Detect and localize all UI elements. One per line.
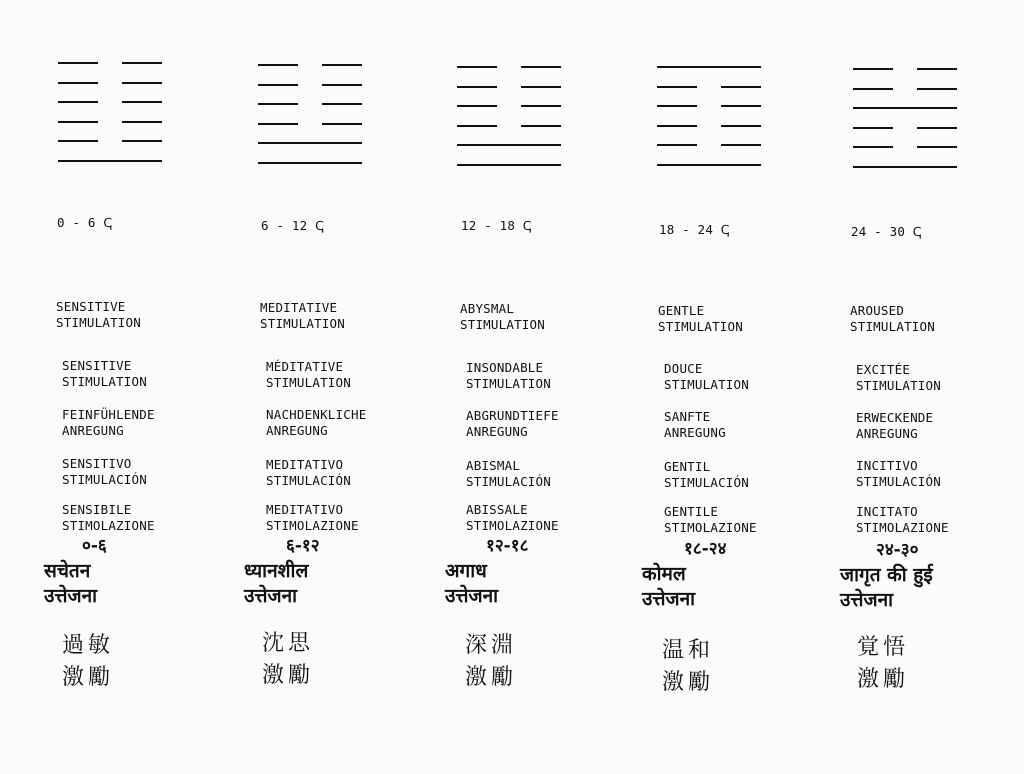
broken-line: [258, 84, 362, 86]
line-segment: [721, 105, 761, 107]
solid-line: [657, 66, 761, 68]
german-label: ABGRUNDTIEFE ANREGUNG: [466, 408, 559, 439]
japanese-label: 沈思 激勵: [262, 631, 315, 688]
german-label: SANFTE ANREGUNG: [664, 409, 726, 440]
solid-line: [657, 164, 761, 166]
hindi-age-range: १८-२४: [684, 539, 727, 559]
line-segment: [521, 125, 561, 127]
line-segment: [322, 64, 362, 66]
hindi-label: जागृत की हुई उत्तेजना: [840, 564, 933, 611]
line-segment: [457, 164, 561, 166]
spanish-label: MEDITATIVO STIMULACIÓN: [266, 457, 351, 488]
broken-line: [657, 125, 761, 127]
italian-label: ABISSALE STIMOLAZIONE: [466, 502, 559, 533]
french-label: SENSITIVE STIMULATION: [62, 358, 147, 389]
broken-line: [457, 86, 561, 88]
solid-line: [457, 144, 561, 146]
french-label: EXCITÉE STIMULATION: [856, 362, 941, 393]
line-segment: [657, 164, 761, 166]
italian-label: SENSIBILE STIMOLAZIONE: [62, 502, 155, 533]
line-segment: [457, 86, 497, 88]
line-segment: [258, 142, 362, 144]
japanese-label: 深淵 激勵: [465, 633, 518, 690]
line-segment: [853, 88, 893, 90]
line-segment: [917, 146, 957, 148]
line-segment: [917, 127, 957, 129]
hexagram: [853, 68, 957, 168]
age-range: 24 - 30 ↅ: [851, 224, 922, 239]
hindi-age-range: १२-१८: [486, 536, 529, 556]
line-segment: [721, 125, 761, 127]
hexagram: [258, 64, 362, 164]
broken-line: [853, 146, 957, 148]
broken-line: [258, 64, 362, 66]
spanish-label: GENTIL STIMULACIÓN: [664, 459, 749, 490]
line-segment: [657, 105, 697, 107]
line-segment: [258, 162, 362, 164]
french-label: INSONDABLE STIMULATION: [466, 360, 551, 391]
broken-line: [657, 86, 761, 88]
broken-line: [457, 125, 561, 127]
broken-line: [853, 127, 957, 129]
french-label: MÉDITATIVE STIMULATION: [266, 359, 351, 390]
broken-line: [258, 103, 362, 105]
hexagram: [457, 66, 561, 166]
line-segment: [258, 123, 298, 125]
italian-label: GENTILE STIMOLAZIONE: [664, 504, 757, 535]
german-label: NACHDENKLICHE ANREGUNG: [266, 407, 367, 438]
line-segment: [521, 86, 561, 88]
line-segment: [258, 103, 298, 105]
solid-line: [258, 142, 362, 144]
line-segment: [917, 68, 957, 70]
line-segment: [853, 127, 893, 129]
broken-line: [258, 123, 362, 125]
english-label: SENSITIVE STIMULATION: [56, 299, 141, 330]
line-segment: [258, 84, 298, 86]
solid-line: [853, 107, 957, 109]
line-segment: [917, 88, 957, 90]
line-segment: [322, 123, 362, 125]
broken-line: [457, 105, 561, 107]
german-label: FEINFÜHLENDE ANREGUNG: [62, 407, 155, 438]
italian-label: INCITATO STIMOLAZIONE: [856, 504, 949, 535]
spanish-label: ABISMAL STIMULACIÓN: [466, 458, 551, 489]
line-segment: [521, 105, 561, 107]
line-segment: [322, 103, 362, 105]
broken-line: [853, 68, 957, 70]
line-segment: [521, 66, 561, 68]
hindi-label: अगाध उत्तेजना: [445, 560, 499, 607]
line-segment: [322, 84, 362, 86]
english-label: ABYSMAL STIMULATION: [460, 301, 545, 332]
english-label: GENTLE STIMULATION: [658, 303, 743, 334]
hexagram: [657, 66, 761, 166]
hindi-label: कोमल उत्तेजना: [642, 563, 696, 610]
hindi-age-range: ६-१२: [286, 536, 320, 556]
japanese-label: 温和 激勵: [662, 638, 715, 695]
hindi-age-range: २४-३०: [876, 540, 919, 560]
broken-line: [657, 105, 761, 107]
english-label: AROUSED STIMULATION: [850, 303, 935, 334]
line-segment: [657, 66, 761, 68]
line-segment: [853, 107, 957, 109]
broken-line: [457, 66, 561, 68]
line-segment: [721, 144, 761, 146]
age-range: 0 - 6 ↅ: [57, 215, 113, 230]
age-range: 18 - 24 ↅ: [659, 222, 730, 237]
japanese-label: 覚悟 激勵: [857, 635, 910, 692]
english-label: MEDITATIVE STIMULATION: [260, 300, 345, 331]
solid-line: [457, 164, 561, 166]
hindi-label: ध्यानशील उत्तेजना: [244, 560, 309, 607]
line-segment: [853, 166, 957, 168]
broken-line: [853, 88, 957, 90]
solid-line: [853, 166, 957, 168]
solid-line: [258, 162, 362, 164]
line-segment: [457, 125, 497, 127]
line-segment: [657, 144, 697, 146]
german-label: ERWECKENDE ANREGUNG: [856, 410, 934, 441]
line-segment: [657, 86, 697, 88]
line-segment: [457, 144, 561, 146]
italian-label: MEDITATIVO STIMOLAZIONE: [266, 502, 359, 533]
spanish-label: INCITIVO STIMULACIÓN: [856, 458, 941, 489]
line-segment: [258, 64, 298, 66]
line-segment: [657, 125, 697, 127]
line-segment: [457, 105, 497, 107]
french-label: DOUCE STIMULATION: [664, 361, 749, 392]
line-segment: [721, 86, 761, 88]
line-segment: [853, 68, 893, 70]
broken-line: [657, 144, 761, 146]
hindi-label: सचेतन उत्तेजना: [44, 560, 98, 607]
age-range: 12 - 18 ↅ: [461, 218, 532, 233]
line-segment: [457, 66, 497, 68]
spanish-label: SENSITIVO STIMULACIÓN: [62, 456, 147, 487]
line-segment: [853, 146, 893, 148]
age-range: 6 - 12 ↅ: [261, 218, 325, 233]
japanese-label: 過敏 激勵: [62, 633, 115, 690]
hindi-age-range: ०-६: [82, 536, 107, 556]
